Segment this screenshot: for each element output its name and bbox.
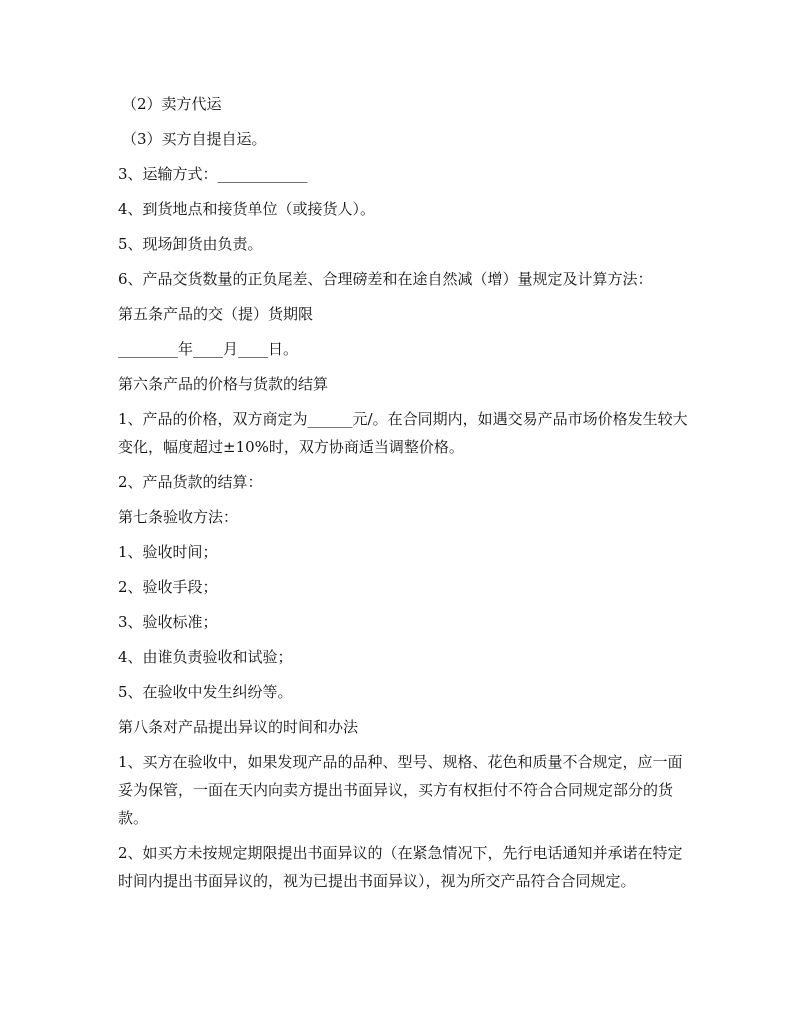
heading-article-5: 第五条产品的交（提）货期限 — [118, 305, 314, 323]
paragraph-objection-deadline: 2、如买方未按规定期限提出书面异议的（在紧急情况下，先行电话通知并承诺在特定时间内提出书面异议的，视为已提出书面异议），视为所交产品符合合同规定。 — [118, 844, 683, 890]
heading-article-6: 第六条产品的价格与货款的结算 — [118, 375, 329, 393]
paragraph-inspection-means: 2、验收手段； — [118, 578, 218, 596]
paragraph-delivery-date: ________年____月____日。 — [118, 340, 299, 358]
paragraph-buyer-pickup: （3）买方自提自运。 — [122, 130, 267, 148]
paragraph-objection-buyer: 1、买方在验收中，如果发现产品的品种、型号、规格、花色和质量不合规定，应一面妥为保管，一面在天内向卖方提出书面异议，买方有权拒付不符合合同规定部分的货款。 — [118, 753, 683, 827]
paragraph-unloading: 5、现场卸货由负责。 — [118, 235, 263, 253]
paragraph-inspection-disputes: 5、在验收中发生纠纷等。 — [118, 683, 293, 701]
paragraph-product-price: 1、产品的价格，双方商定为______元/。在合同期内，如遇交易产品市场价格发生较大变化，幅度超过±10%时，双方协商适当调整价格。 — [118, 410, 688, 456]
paragraph-seller-delivery: （2）卖方代运 — [122, 95, 222, 113]
document-body — [118, 90, 690, 902]
paragraph-inspection-time: 1、验收时间； — [118, 543, 218, 561]
paragraph-inspection-responsibility: 4、由谁负责验收和试验； — [118, 648, 293, 666]
heading-article-8: 第八条对产品提出异议的时间和办法 — [118, 718, 359, 736]
paragraph-inspection-standard: 3、验收标准； — [118, 613, 218, 631]
paragraph-quantity-tolerance: 6、产品交货数量的正负尾差、合理磅差和在途自然减（增）量规定及计算方法： — [118, 270, 653, 288]
paragraph-delivery-location: 4、到货地点和接货单位（或接货人）。 — [118, 200, 376, 218]
paragraph-payment-settlement: 2、产品货款的结算： — [118, 473, 263, 491]
paragraph-transport-method: 3、运输方式：____________ — [118, 165, 308, 183]
heading-article-7: 第七条验收方法： — [118, 508, 239, 526]
